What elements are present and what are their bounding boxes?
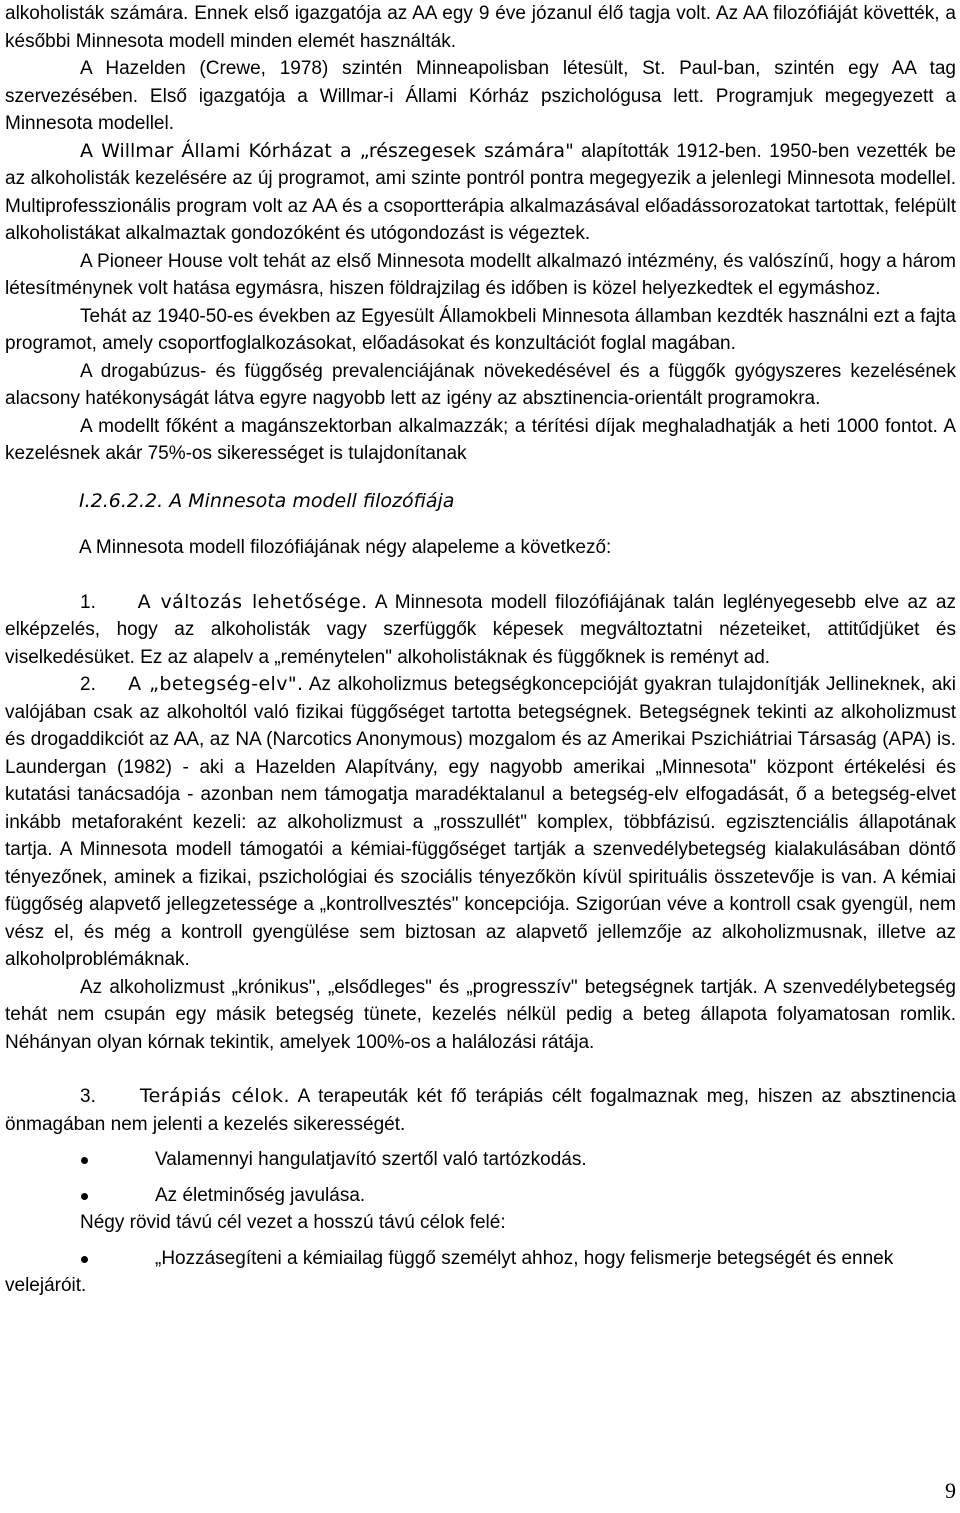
list-item-change [5,589,956,672]
paragraph-private-sector: A modellt főként a magánszektorban alkalmazzák; a térítési díjak meghaladhatják a heti 1000 fontot. A kezelésnek akár 75%-os sikerességet is tulajdonítanak [5,415,956,464]
willmar-phrase: A Willmar Állami Kórházat a „részegesek számára" [80,139,574,162]
list-term: A változás lehetősége. [137,590,368,613]
list-term: A „betegség-elv". [128,673,304,695]
page-number: 9 [945,1478,956,1503]
bullet-dot-icon [81,1193,88,1200]
list-term: Terápiás célok. [139,1085,290,1107]
bullet-dot-icon [81,1157,88,1164]
list-text: A terapeuták két fő terápiás célt fogalmaznak meg, hiszen az absztinencia önmagában nem jelenti a kezelés sikerességét. [5,1086,956,1135]
list-number: 2. [80,674,96,695]
paragraph-1940s: Tehát az 1940-50-es években az Egyesült Államokbeli Minnesota államban kezdték használni ezt a fajta programot, amely csoportfoglalkozásokat, előadásokat és konzultációt foglal magában. [5,305,956,354]
bullet-item [5,1146,956,1174]
bullet-item [5,1245,956,1300]
paragraph-chronic: Az alkoholizmust „krónikus", „elsődleges" és „progresszív" betegségnek tartják. A szenvedélybetegség tehát nem csupán egy másik betegség tünete, kezelés nélkül pedig a beteg állapota folyamatosan romlik. Néhányan olyan kórnak tekintik, amelyek 100%-os a halálozási rátája. [5,976,956,1053]
section-intro: A Minnesota modell filozófiájának négy alapeleme a következő: [79,537,612,558]
list-item-goals [5,1083,956,1138]
list-number: 3. [80,1086,96,1107]
list-item-disease [5,671,956,974]
willmar-rest: alapították 1912-ben. 1950-ben vezették be az alkoholisták kezelésére az új programot, ami szinte pontról pontra megegyezik a jelenlegi Minnesota modellel. Multiprofesszionális program volt az AA és a csoportterápia alkalmazásával előadássorozatokat tartottak, felépült alkoholistákat alkalmaztak gondozóként és utógondozást is végeztek. [5,140,956,244]
list-text: A Minnesota modell filozófiájának talán leglényegesebb elve az az elképzelés, hogy az alkoholisták vagy szerfüggők képesek megváltoztatni nézeteiket, attitűdjüket és viselkedésüket. Ez az alapelv a „reménytelen" alkoholistáknak és függőknek is reményt ad. [5,591,956,668]
paragraph-pioneer-house: A Pioneer House volt tehát az első Minnesota modellt alkalmazó intézmény, és valószínű, hogy a három létesítménynek volt hatása egymásra, hiszen földrajzilag és időben is közel helyezkedtek el egymáshoz. [5,250,956,299]
list-number: 1. [80,591,96,613]
document-body [5,0,956,1300]
bullet-text: Valamennyi hangulatjavító szertől való tartózkodás. [155,1149,587,1170]
bullet-text: Az életminőség javulása. [155,1184,366,1206]
paragraph-hazelden: A Hazelden (Crewe, 1978) szintén Minneapolisban létesült, St. Paul-ban, szintén egy AA tag szervezésében. Első igazgatója a Willmar-i Állami Kórház pszichológusa lett. Programjuk megegyezett a Minnesota modellel. [5,58,956,134]
short-goals-intro: Négy rövid távú cél vezet a hosszú távú célok felé: [80,1212,506,1233]
paragraph-drug-abuse: A drogabúzus- és függőség prevalenciájának növekedésével és a függők gyógyszeres kezelésének alacsony hatékonyságát látva egyre nagyobb lett az igény az absztinencia-orientált programokra. [5,360,956,409]
bullet-text: „Hozzásegíteni a kémiailag függő személyt ahhoz, hogy felismerje betegségét és ennek velejáróit. [5,1247,894,1296]
section-heading: I.2.6.2.2. A Minnesota modell filozófiája [79,489,455,512]
bullet-dot-icon [81,1256,88,1263]
paragraph-aa-philosophy: alkoholisták számára. Ennek első igazgatója az AA egy 9 éve józanul élő tagja volt. Az AA filozófiáját követték, a későbbi Minnesota modell minden elemét használták. [5,3,956,52]
bullet-item [5,1182,956,1210]
list-text: Az alkoholizmus betegségkoncepcióját gyakran tulajdonítják Jellineknek, aki valójában csak az alkoholtól való fizikai függőséget tartotta betegségnek. Betegségnek tekinti az alkoholizmust és drogaddikciót az AA, az NA (Narcotics Anonymous) mozgalom és az Amerikai Pszichiátriai Társaság (APA) is. Laundergan (1982) - aki a Hazelden Alapítvány, egy nagyobb amerikai „Minnesota" központ értékelési és kutatási tanácsadója - azonban nem támogatja maradéktalanul a betegség-elv elfogadását, ő a betegség-elvet inkább metaforaként kezeli: az alkoholizmust a „rosszullét" komplex, többfázisú. egzisztenciális állapotának tartja. A Minnesota modell támogatói a kémiai-függőséget tartják a szenvedélybetegség kialakulásában döntő tényezőnek, aminek a fizikai, pszichológiai és szociális tényezőkön kívül spirituális összetevője is van. A kémiai függőség alapvető jellegzetessége a „kontrollvesztés" koncepciója. Szigorúan véve a kontroll csak gyengül, nem vész el, és még a kontroll gyengülése sem biztosan az alapvető jellemzője az alkoholizmusnak, illetve az alkoholproblémáknak. [5,674,956,970]
paragraph-willmar [5,138,956,248]
